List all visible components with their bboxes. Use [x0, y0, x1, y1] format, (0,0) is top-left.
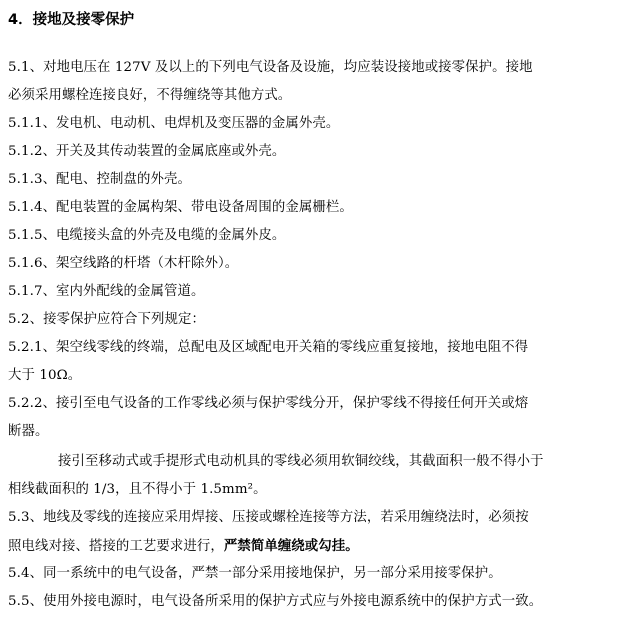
paragraph-line: 接引至移动式或手提形式电动机具的零线必须用软铜绞线，其截面积一般不得小于 — [58, 454, 544, 469]
paragraph-line: 5.1.5、电缆接头盒的外壳及电缆的金属外皮。 — [8, 228, 286, 243]
paragraph-line: 5.2、接零保护应符合下列规定： — [8, 312, 205, 327]
paragraph-line: 5.1.6、架空线路的杆塔（木杆除外）。 — [8, 256, 239, 271]
paragraph-line: 5.4、同一系统中的电气设备，严禁一部分采用接地保护，另一部分采用接零保护。 — [8, 566, 502, 581]
paragraph-line: 必须采用螺栓连接良好，不得缠绕等其他方式。 — [8, 88, 292, 103]
paragraph-line: 5.5、使用外接电源时，电气设备所采用的保护方式应与外接电源系统中的保护方式一致。 — [8, 594, 543, 609]
paragraph-line: 5.1.4、配电装置的金属构架、带电设备周围的金属栅栏。 — [8, 200, 353, 215]
paragraph-line: 相线截面积的 1/3，且不得小于 1.5mm²。 — [8, 482, 267, 497]
paragraph-text: 照电线对接、搭接的工艺要求进行， — [8, 539, 224, 554]
paragraph-line: 5.3、地线及零线的连接应采用焊接、压接或螺栓连接等方法，若采用缠绕法时，必须按 — [8, 510, 529, 525]
paragraph-line: 5.2.2、接引至电气设备的工作零线必须与保护零线分开，保护零线不得接任何开关或熔 — [8, 396, 529, 411]
paragraph-line: 5.1.1、发电机、电动机、电焊机及变压器的金属外壳。 — [8, 116, 340, 131]
paragraph-line: 5.2.1、架空线零线的终端，总配电及区域配电开关箱的零线应重复接地，接地电阻不得 — [8, 340, 529, 355]
paragraph-line: 5.1.3、配电、控制盘的外壳。 — [8, 172, 191, 187]
paragraph-line: 5.1.2、开关及其传动装置的金属底座或外壳。 — [8, 144, 286, 159]
paragraph-line: 大于 10Ω。 — [8, 368, 82, 383]
paragraph-line: 断器。 — [8, 424, 49, 439]
paragraph-line: 5.1.7、室内外配线的金属管道。 — [8, 284, 205, 299]
paragraph-line: 5.1、对地电压在 127V 及以上的下列电气设备及设施，均应装设接地或接零保护。接地 — [8, 60, 533, 75]
section-heading: 4．接地及接零保护 — [8, 12, 135, 28]
emphasis-text: 严禁简单缠绕或勾挂。 — [223, 538, 359, 554]
paragraph-line — [8, 536, 359, 557]
